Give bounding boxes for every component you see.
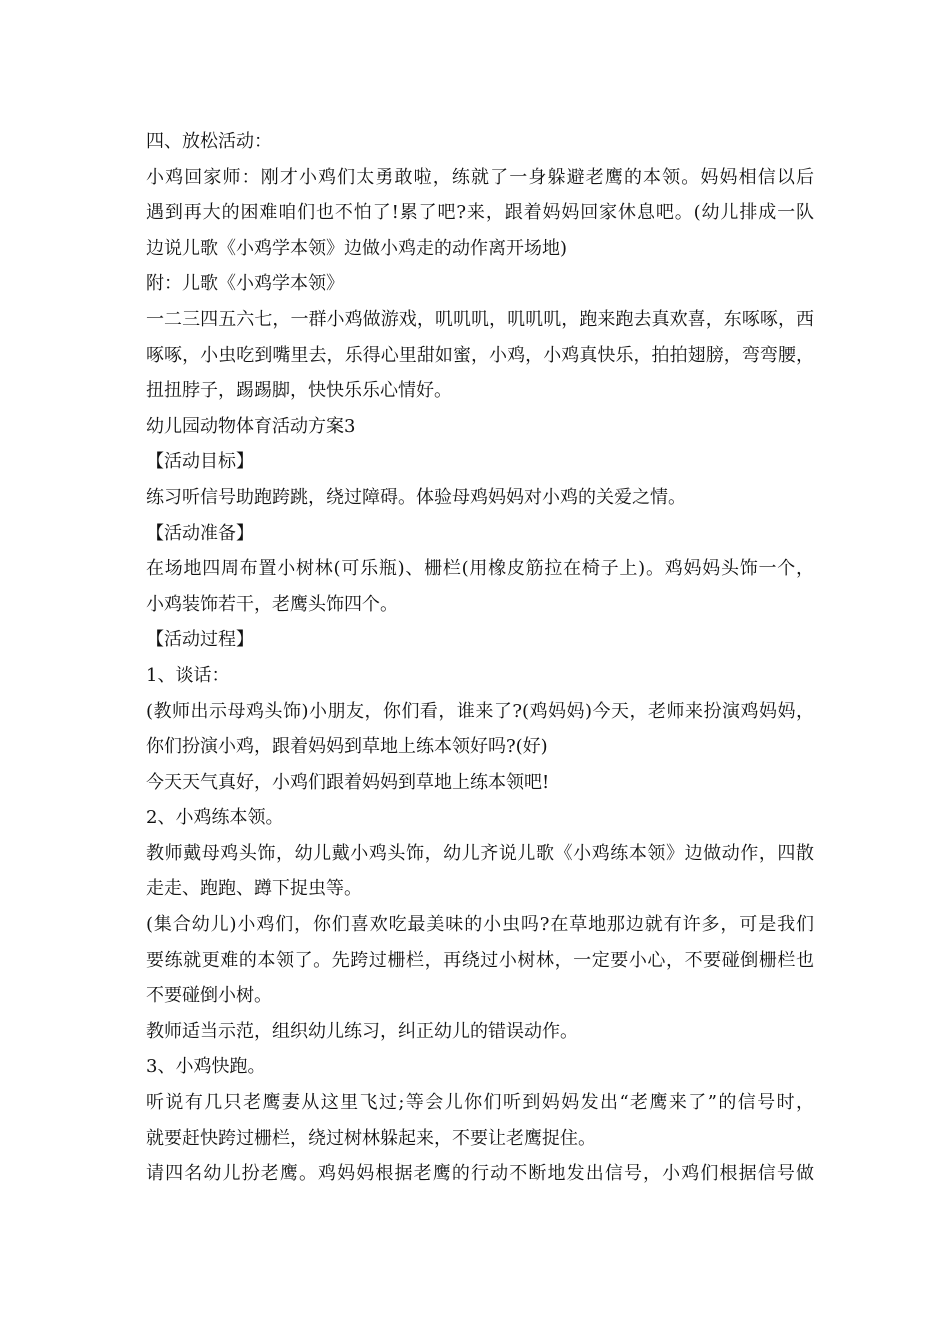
text-line: 遇到再大的困难咱们也不怕了!累了吧?来，跟着妈妈回家休息吧。(幼儿排成一队 <box>146 202 814 224</box>
text-line: 扭扭脖子，踢踢脚，快快乐乐心情好。 <box>146 380 452 402</box>
text-line: 教师适当示范，组织幼儿练习，纠正幼儿的错误动作。 <box>146 1020 578 1042</box>
document-body <box>146 124 814 1192</box>
text-line: (集合幼儿)小鸡们，你们喜欢吃最美味的小虫吗?在草地那边就有许多，可是我们 <box>146 914 814 936</box>
text-line: 【活动过程】 <box>146 629 254 651</box>
text-line: 不要碰倒小树。 <box>146 985 272 1007</box>
text-line: 今天天气真好，小鸡们跟着妈妈到草地上练本领吧! <box>146 771 550 793</box>
text-line: 就要赶快跨过栅栏，绕过树林躲起来，不要让老鹰捉住。 <box>146 1127 596 1149</box>
text-line: 在场地四周布置小树林(可乐瓶)、栅栏(用橡皮筋拉在椅子上)。鸡妈妈头饰一个， <box>146 558 814 580</box>
text-line: 2、小鸡练本领。 <box>146 807 284 829</box>
text-line: 要练就更难的本领了。先跨过栅栏，再绕过小树林，一定要小心，不要碰倒栅栏也 <box>146 949 814 971</box>
text-line: 请四名幼儿扮老鹰。鸡妈妈根据老鹰的行动不断地发出信号，小鸡们根据信号做 <box>146 1163 814 1185</box>
text-line: 听说有几只老鹰妻从这里飞过;等会儿你们听到妈妈发出“老鹰来了”的信号时， <box>146 1092 814 1114</box>
text-line: 啄啄，小虫吃到嘴里去，乐得心里甜如蜜，小鸡，小鸡真快乐，拍拍翅膀，弯弯腰， <box>146 344 814 366</box>
text-line: 1、谈话： <box>146 664 230 686</box>
text-line: 【活动目标】 <box>146 451 254 473</box>
text-line: 3、小鸡快跑。 <box>146 1056 266 1078</box>
text-line: 四、放松活动： <box>146 131 272 152</box>
text-line: 小鸡装饰若干，老鹰头饰四个。 <box>146 593 398 615</box>
text-line: 教师戴母鸡头饰，幼儿戴小鸡头饰，幼儿齐说儿歌《小鸡练本领》边做动作，四散 <box>146 842 814 864</box>
text-line: 走走、跑跑、蹲下捉虫等。 <box>146 878 362 900</box>
text-line: 练习听信号助跑跨跳，绕过障碍。体验母鸡妈妈对小鸡的关爱之情。 <box>146 486 686 508</box>
text-line: 小鸡回家师：刚才小鸡们太勇敢啦，练就了一身躲避老鹰的本领。妈妈相信以后 <box>146 166 814 188</box>
text-line: 【活动准备】 <box>146 522 254 544</box>
text-line: 边说儿歌《小鸡学本领》边做小鸡走的动作离开场地) <box>146 237 568 259</box>
text-line: 附：儿歌《小鸡学本领》 <box>146 273 344 295</box>
text-line: 一二三四五六七，一群小鸡做游戏，叽叽叽，叽叽叽，跑来跑去真欢喜，东啄啄，西 <box>146 308 814 330</box>
text-line: 你们扮演小鸡，跟着妈妈到草地上练本领好吗?(好) <box>146 736 548 758</box>
text-line: 幼儿园动物体育活动方案3 <box>146 415 356 437</box>
text-line: (教师出示母鸡头饰)小朋友，你们看，谁来了?(鸡妈妈)今天，老师来扮演鸡妈妈， <box>146 700 814 722</box>
